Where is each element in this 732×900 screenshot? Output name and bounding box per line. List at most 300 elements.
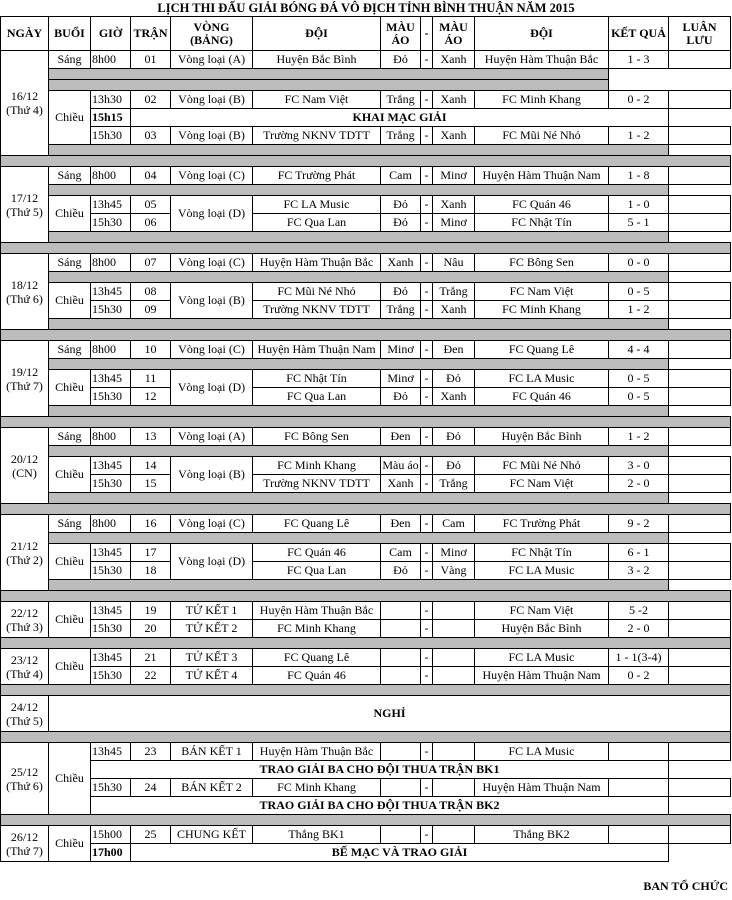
- time-cell: 15h30: [91, 620, 131, 638]
- separator-dash: -: [421, 649, 433, 667]
- round-cell: Vòng loại (C): [171, 254, 253, 272]
- separator-dash: -: [421, 91, 433, 109]
- header-doi-1: ĐỘI: [253, 17, 381, 51]
- date-cell: 16/12 (Thứ 4): [1, 51, 49, 156]
- session-cell: Chiều: [49, 196, 91, 232]
- session-cell: Chiều: [49, 826, 91, 862]
- match-number-cell: 22: [131, 667, 171, 685]
- separator-cell: [49, 80, 609, 91]
- separator-dash: -: [421, 743, 433, 761]
- team-2-cell: FC Quang Lê: [475, 341, 609, 359]
- separator-cell: [49, 359, 669, 370]
- team-2-cell: FC LA Music: [475, 743, 609, 761]
- kit-color-2-cell: Xanh: [433, 301, 475, 319]
- result-cell: 4 - 4: [609, 341, 669, 359]
- header-tran: TRẬN: [131, 17, 171, 51]
- event-row: [1, 761, 731, 779]
- separator-dash: -: [421, 388, 433, 406]
- separator-row: [1, 446, 731, 457]
- kit-color-1-cell: Đỏ: [381, 51, 421, 69]
- match-number-cell: 07: [131, 254, 171, 272]
- session-cell: Sáng: [49, 341, 91, 359]
- session-cell: Sáng: [49, 428, 91, 446]
- time-cell: 8h00: [91, 167, 131, 185]
- separator-dash: -: [421, 341, 433, 359]
- match-row: [1, 562, 731, 580]
- penalty-cell: [669, 196, 731, 214]
- round-cell: TỨ KẾT 3: [171, 649, 253, 667]
- time-cell: 15h30: [91, 301, 131, 319]
- result-cell: 1 - 2: [609, 301, 669, 319]
- result-cell: 2 - 0: [609, 620, 669, 638]
- penalty-cell: [669, 562, 731, 580]
- separator-row: [1, 319, 731, 330]
- header-ket-qua: KẾT QUẢ: [609, 17, 669, 51]
- team-1-cell: FC Minh Khang: [253, 779, 381, 797]
- team-1-cell: FC Bông Sen: [253, 428, 381, 446]
- time-cell: 8h00: [91, 515, 131, 533]
- kit-color-1-cell: [381, 667, 421, 685]
- separator-cell: [1, 638, 731, 649]
- match-number-cell: 08: [131, 283, 171, 301]
- kit-color-1-cell: Đỏ: [381, 283, 421, 301]
- team-1-cell: FC Quang Lê: [253, 649, 381, 667]
- separator-dash: -: [421, 544, 433, 562]
- team-1-cell: FC LA Music: [253, 196, 381, 214]
- kit-color-2-cell: Vàng: [433, 562, 475, 580]
- round-cell: Vòng loại (B): [171, 457, 253, 493]
- separator-cell: [49, 493, 669, 504]
- match-row: [1, 91, 731, 109]
- match-number-cell: 15: [131, 475, 171, 493]
- penalty-cell: [669, 91, 731, 109]
- separator-cell: [1, 330, 731, 341]
- team-2-cell: FC Minh Khang: [475, 301, 609, 319]
- match-row: [1, 667, 731, 685]
- result-cell: 6 - 1: [609, 544, 669, 562]
- team-1-cell: Huyện Hàm Thuận Bắc: [253, 602, 381, 620]
- team-2-cell: Thắng BK2: [475, 826, 609, 844]
- separator-row: [1, 504, 731, 515]
- result-cell: 5 -2: [609, 602, 669, 620]
- kit-color-1-cell: Cam: [381, 544, 421, 562]
- result-cell: 1 - 3: [609, 51, 669, 69]
- team-2-cell: Huyện Hàm Thuận Nam: [475, 667, 609, 685]
- time-cell: 13h45: [91, 602, 131, 620]
- kit-color-1-cell: [381, 602, 421, 620]
- time-cell: 8h00: [91, 51, 131, 69]
- separator-row: [1, 732, 731, 743]
- match-number-cell: 10: [131, 341, 171, 359]
- separator-cell: [49, 232, 669, 243]
- team-1-cell: Thắng BK1: [253, 826, 381, 844]
- header-gio: GIỜ: [91, 17, 131, 51]
- penalty-cell: [669, 127, 731, 145]
- kit-color-2-cell: Nâu: [433, 254, 475, 272]
- header-row: [1, 17, 731, 51]
- round-cell: Vòng loại (C): [171, 167, 253, 185]
- result-cell: 5 - 1: [609, 214, 669, 232]
- event-row: [1, 797, 731, 815]
- header-ngay: NGÀY: [1, 17, 49, 51]
- kit-color-1-cell: Đỏ: [381, 196, 421, 214]
- event-cell: BẾ MẠC VÀ TRAO GIẢI: [131, 844, 669, 862]
- session-cell: Sáng: [49, 254, 91, 272]
- time-cell: 15h30: [91, 214, 131, 232]
- time-cell: 13h45: [91, 457, 131, 475]
- date-cell: 20/12 (CN): [1, 428, 49, 504]
- time-cell: 15h00: [91, 826, 131, 844]
- kit-color-1-cell: [381, 620, 421, 638]
- team-1-cell: FC Qua Lan: [253, 214, 381, 232]
- separator-cell: [1, 815, 731, 826]
- team-1-cell: FC Qua Lan: [253, 562, 381, 580]
- session-cell: Sáng: [49, 51, 91, 69]
- round-cell: Vòng loại (A): [171, 428, 253, 446]
- separator-row: [1, 417, 731, 428]
- kit-color-1-cell: Minơ: [381, 341, 421, 359]
- match-number-cell: 24: [131, 779, 171, 797]
- round-cell: Vòng loại (C): [171, 341, 253, 359]
- round-cell: TỨ KẾT 2: [171, 620, 253, 638]
- result-cell: 3 - 2: [609, 562, 669, 580]
- team-2-cell: Huyện Bắc Bình: [475, 620, 609, 638]
- separator-row: [1, 232, 731, 243]
- time-cell: 8h00: [91, 341, 131, 359]
- team-2-cell: FC Nhật Tín: [475, 544, 609, 562]
- penalty-cell: [669, 826, 731, 844]
- signature: BAN TỔ CHỨC: [643, 879, 728, 893]
- separator-dash: -: [421, 515, 433, 533]
- penalty-cell: [669, 544, 731, 562]
- team-1-cell: FC Nam Việt: [253, 91, 381, 109]
- match-row: [1, 167, 731, 185]
- kit-color-2-cell: Xanh: [433, 127, 475, 145]
- match-row: [1, 826, 731, 844]
- team-1-cell: FC Mũi Né Nhỏ: [253, 283, 381, 301]
- kit-color-2-cell: Đỏ: [433, 428, 475, 446]
- kit-color-1-cell: Đỏ: [381, 562, 421, 580]
- match-row: [1, 283, 731, 301]
- team-2-cell: FC Nam Việt: [475, 475, 609, 493]
- kit-color-1-cell: Xanh: [381, 475, 421, 493]
- team-2-cell: FC Nam Việt: [475, 602, 609, 620]
- penalty-cell: [669, 620, 731, 638]
- separator-dash: -: [421, 167, 433, 185]
- match-number-cell: 17: [131, 544, 171, 562]
- round-cell: Vòng loại (A): [171, 51, 253, 69]
- separator-dash: -: [421, 283, 433, 301]
- separator-row: [1, 533, 731, 544]
- date-cell: 26/12 (Thứ 7): [1, 826, 49, 862]
- date-cell: 21/12 (Thứ 2): [1, 515, 49, 591]
- separator-row: [1, 69, 731, 80]
- match-number-cell: 18: [131, 562, 171, 580]
- team-1-cell: FC Trường Phát: [253, 167, 381, 185]
- team-1-cell: Trường NKNV TDTT: [253, 301, 381, 319]
- separator-dash: -: [421, 214, 433, 232]
- event-row: [1, 844, 731, 862]
- kit-color-2-cell: Minơ: [433, 214, 475, 232]
- separator-row: [1, 145, 731, 156]
- result-cell: 1 - 2: [609, 127, 669, 145]
- team-2-cell: FC Quán 46: [475, 196, 609, 214]
- match-number-cell: 16: [131, 515, 171, 533]
- match-row: [1, 457, 731, 475]
- match-number-cell: 12: [131, 388, 171, 406]
- separator-cell: [1, 504, 731, 515]
- separator-row: [1, 591, 731, 602]
- match-row: [1, 475, 731, 493]
- separator-dash: -: [421, 779, 433, 797]
- separator-cell: [1, 243, 731, 254]
- date-cell: 19/12 (Thứ 7): [1, 341, 49, 417]
- kit-color-2-cell: Cam: [433, 515, 475, 533]
- team-1-cell: Huyện Hàm Thuận Nam: [253, 341, 381, 359]
- header-doi-2: ĐỘI: [475, 17, 609, 51]
- kit-color-2-cell: Trắng: [433, 283, 475, 301]
- team-2-cell: FC Nam Việt: [475, 283, 609, 301]
- result-cell: 0 - 5: [609, 283, 669, 301]
- kit-color-1-cell: Trắng: [381, 91, 421, 109]
- time-cell: 13h45: [91, 544, 131, 562]
- kit-color-2-cell: [433, 826, 475, 844]
- separator-dash: -: [421, 457, 433, 475]
- match-row: [1, 341, 731, 359]
- kit-color-1-cell: Màu áo: [381, 457, 421, 475]
- date-cell: 24/12 (Thứ 5): [1, 696, 49, 732]
- session-cell: Chiều: [49, 91, 91, 145]
- round-cell: CHUNG KẾT: [171, 826, 253, 844]
- result-cell: 2 - 0: [609, 475, 669, 493]
- penalty-cell: [669, 457, 731, 475]
- team-1-cell: FC Minh Khang: [253, 620, 381, 638]
- result-cell: 0 - 5: [609, 388, 669, 406]
- match-number-cell: 09: [131, 301, 171, 319]
- match-row: [1, 743, 731, 761]
- separator-dash: -: [421, 562, 433, 580]
- time-cell: 15h15: [91, 109, 131, 127]
- match-row: [1, 301, 731, 319]
- separator-cell: [1, 417, 731, 428]
- penalty-cell: [669, 515, 731, 533]
- team-2-cell: FC LA Music: [475, 370, 609, 388]
- session-cell: Sáng: [49, 167, 91, 185]
- kit-color-2-cell: Đỏ: [433, 370, 475, 388]
- match-number-cell: 03: [131, 127, 171, 145]
- separator-cell: [49, 533, 669, 544]
- result-cell: 3 - 0: [609, 457, 669, 475]
- time-cell: 15h30: [91, 475, 131, 493]
- team-1-cell: Huyện Hàm Thuận Bắc: [253, 254, 381, 272]
- team-2-cell: Huyện Hàm Thuận Nam: [475, 167, 609, 185]
- kit-color-1-cell: Trắng: [381, 301, 421, 319]
- kit-color-2-cell: [433, 620, 475, 638]
- time-cell: 13h30: [91, 91, 131, 109]
- header-luan-luu: LUÂN LƯU: [669, 17, 731, 51]
- kit-color-2-cell: [433, 779, 475, 797]
- penalty-cell: [669, 779, 731, 797]
- round-cell: Vòng loại (B): [171, 283, 253, 319]
- team-1-cell: FC Quán 46: [253, 667, 381, 685]
- team-1-cell: Huyện Hàm Thuận Bắc: [253, 743, 381, 761]
- team-2-cell: FC LA Music: [475, 649, 609, 667]
- kit-color-2-cell: Xanh: [433, 91, 475, 109]
- session-cell: Sáng: [49, 515, 91, 533]
- match-row: [1, 370, 731, 388]
- round-cell: Vòng loại (C): [171, 515, 253, 533]
- match-number-cell: 04: [131, 167, 171, 185]
- separator-row: [1, 638, 731, 649]
- penalty-cell: [669, 743, 731, 761]
- separator-dash: -: [421, 370, 433, 388]
- match-row: [1, 214, 731, 232]
- match-number-cell: 13: [131, 428, 171, 446]
- schedule-table: [0, 16, 731, 862]
- match-row: [1, 620, 731, 638]
- separator-row: [1, 406, 731, 417]
- match-row: [1, 515, 731, 533]
- separator-cell: [1, 591, 731, 602]
- separator-dash: -: [421, 826, 433, 844]
- penalty-cell: [669, 388, 731, 406]
- team-2-cell: FC Trường Phát: [475, 515, 609, 533]
- time-cell: 13h45: [91, 743, 131, 761]
- separator-dash: -: [421, 620, 433, 638]
- result-cell: 0 - 5: [609, 370, 669, 388]
- separator-cell: [49, 185, 669, 196]
- match-row: [1, 196, 731, 214]
- separator-row: [1, 685, 731, 696]
- team-1-cell: Trường NKNV TDTT: [253, 127, 381, 145]
- round-cell: TỨ KẾT 1: [171, 602, 253, 620]
- date-cell: 18/12 (Thứ 6): [1, 254, 49, 330]
- team-2-cell: FC Bông Sen: [475, 254, 609, 272]
- team-2-cell: Huyện Hàm Thuận Bắc: [475, 51, 609, 69]
- match-number-cell: 20: [131, 620, 171, 638]
- result-cell: [609, 779, 669, 797]
- header-buoi: BUỔI: [49, 17, 91, 51]
- kit-color-1-cell: [381, 743, 421, 761]
- match-row: [1, 779, 731, 797]
- kit-color-2-cell: Xanh: [433, 51, 475, 69]
- kit-color-1-cell: Minơ: [381, 370, 421, 388]
- date-cell: 17/12 (Thứ 5): [1, 167, 49, 243]
- kit-color-2-cell: Đen: [433, 341, 475, 359]
- kit-color-1-cell: Xanh: [381, 254, 421, 272]
- result-cell: [609, 743, 669, 761]
- round-cell: TỨ KẾT 4: [171, 667, 253, 685]
- kit-color-2-cell: Xanh: [433, 196, 475, 214]
- match-row: [1, 254, 731, 272]
- penalty-cell: [669, 283, 731, 301]
- kit-color-1-cell: Đỏ: [381, 388, 421, 406]
- team-1-cell: FC Quán 46: [253, 544, 381, 562]
- time-cell: 13h45: [91, 649, 131, 667]
- kit-color-2-cell: [433, 602, 475, 620]
- team-1-cell: FC Qua Lan: [253, 388, 381, 406]
- result-cell: 0 - 2: [609, 667, 669, 685]
- date-cell: 22/12 (Thứ 3): [1, 602, 49, 638]
- time-cell: 15h30: [91, 127, 131, 145]
- separator-cell: [49, 446, 669, 457]
- separator-dash: -: [421, 51, 433, 69]
- result-cell: 1 - 1(3-4): [609, 649, 669, 667]
- team-2-cell: FC Quán 46: [475, 388, 609, 406]
- match-number-cell: 19: [131, 602, 171, 620]
- penalty-cell: [669, 667, 731, 685]
- match-number-cell: 23: [131, 743, 171, 761]
- separator-dash: -: [421, 254, 433, 272]
- time-cell: 17h00: [91, 844, 131, 862]
- time-cell: 13h45: [91, 283, 131, 301]
- kit-color-1-cell: [381, 649, 421, 667]
- penalty-cell: [669, 301, 731, 319]
- kit-color-2-cell: Minơ: [433, 544, 475, 562]
- event-cell: TRAO GIẢI BA CHO ĐỘI THUA TRẬN BK2: [91, 797, 669, 815]
- match-row: [1, 428, 731, 446]
- result-cell: 9 - 2: [609, 515, 669, 533]
- page-title: LỊCH THI ĐẤU GIẢI BÓNG ĐÁ VÔ ĐỊCH TỈNH BÌNH THUẬN NĂM 2015: [157, 1, 575, 15]
- round-cell: Vòng loại (D): [171, 196, 253, 232]
- header-mau-ao-1: MÀU ÁO: [381, 17, 421, 51]
- separator-row: [1, 156, 731, 167]
- team-2-cell: FC Nhật Tín: [475, 214, 609, 232]
- separator-cell: [1, 156, 731, 167]
- kit-color-2-cell: [433, 649, 475, 667]
- match-number-cell: 21: [131, 649, 171, 667]
- penalty-cell: [669, 475, 731, 493]
- round-cell: BÁN KẾT 1: [171, 743, 253, 761]
- penalty-cell: [669, 51, 731, 69]
- separator-cell: [49, 319, 669, 330]
- separator-cell: [49, 272, 669, 283]
- separator-dash: -: [421, 602, 433, 620]
- result-cell: 0 - 0: [609, 254, 669, 272]
- team-1-cell: FC Quang Lê: [253, 515, 381, 533]
- round-cell: Vòng loại (B): [171, 91, 253, 109]
- team-2-cell: FC Mũi Né Nhỏ: [475, 127, 609, 145]
- separator-cell: [1, 732, 731, 743]
- round-cell: Vòng loại (B): [171, 127, 253, 145]
- session-cell: Chiều: [49, 602, 91, 638]
- time-cell: 15h30: [91, 667, 131, 685]
- separator-dash: -: [421, 475, 433, 493]
- separator-dash: -: [421, 127, 433, 145]
- kit-color-2-cell: Xanh: [433, 388, 475, 406]
- penalty-cell: [669, 649, 731, 667]
- match-number-cell: 05: [131, 196, 171, 214]
- kit-color-1-cell: Đen: [381, 428, 421, 446]
- team-1-cell: FC Minh Khang: [253, 457, 381, 475]
- kit-color-1-cell: Trắng: [381, 127, 421, 145]
- kit-color-1-cell: [381, 826, 421, 844]
- match-row: [1, 649, 731, 667]
- time-cell: 13h45: [91, 196, 131, 214]
- kit-color-2-cell: Trắng: [433, 475, 475, 493]
- separator-dash: -: [421, 667, 433, 685]
- separator-row: [1, 185, 731, 196]
- separator-row: [1, 580, 731, 591]
- date-cell: 25/12 (Thứ 6): [1, 743, 49, 815]
- separator-dash: -: [421, 196, 433, 214]
- kit-color-2-cell: Đỏ: [433, 457, 475, 475]
- separator-row: [1, 80, 731, 91]
- team-2-cell: Huyện Hàm Thuận Nam: [475, 779, 609, 797]
- separator-row: [1, 359, 731, 370]
- separator-cell: [49, 406, 669, 417]
- team-2-cell: Huyện Bắc Bình: [475, 428, 609, 446]
